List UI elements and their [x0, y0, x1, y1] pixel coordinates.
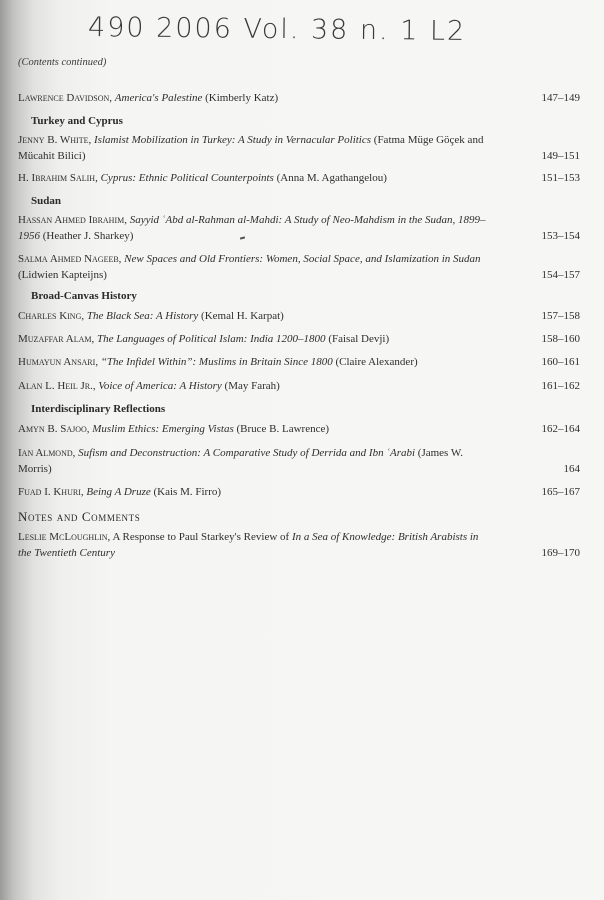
entry-title: Islamist Mobilization in Turkey: A Study in Vernacular Politics: [94, 134, 372, 146]
entry-separator: ,: [95, 172, 101, 184]
entry-title: Muslim Ethics: Emerging Vistas: [92, 423, 234, 435]
entry-author: Charles King: [18, 310, 82, 322]
section-heading: Broad-Canvas History: [31, 290, 137, 302]
entry-separator: ,: [81, 310, 87, 322]
entry-title: “The Infidel Within”: Muslims in Britain Since 1800: [100, 356, 333, 368]
entry-author: Ian Almond: [18, 447, 73, 459]
entry-title: The Languages of Political Islam: India 1200–1800: [97, 333, 326, 345]
entry-separator: ,: [91, 333, 98, 345]
entry-reviewer: (Kais M. Firro): [153, 486, 222, 498]
toc-entry: [18, 132, 580, 164]
entry-reviewer: (Anna M. Agathangelou): [276, 172, 387, 184]
entry-reviewer: (Heather J. Sharkey): [42, 230, 134, 242]
toc-entry: [18, 251, 580, 283]
entry-reviewer: (Faisal Devji): [328, 333, 390, 345]
entry-author: H. Ibrahim Salih: [18, 172, 96, 184]
entry-pages: 165–167: [541, 486, 580, 498]
entry-pages: 169–170: [541, 547, 580, 559]
entry-pages: 164: [563, 463, 580, 475]
toc-entry: [18, 308, 580, 324]
entry-author: Leslie McLoughlin: [18, 531, 108, 543]
contents-continued-label: (Contents continued): [18, 57, 107, 68]
entry-separator: ,: [118, 253, 125, 265]
entry-title: Sufism and Deconstruction: A Comparative Study of Derrida and Ibn ʿArabi: [78, 447, 416, 459]
entry-separator: ,: [88, 134, 94, 146]
section-heading: Sudan: [31, 195, 61, 207]
entry-separator: ,: [95, 356, 101, 368]
toc-entry: [18, 212, 580, 244]
entry-pages: 158–160: [541, 333, 580, 345]
toc-entry: [18, 354, 580, 370]
entry-separator: ,: [92, 380, 99, 392]
handwritten-call-number: 490 2006 Vol. 38 n. 1 L2: [87, 12, 467, 47]
entry-reviewer: (Kemal H. Karpat): [201, 310, 284, 322]
entry-separator: ,: [72, 447, 79, 459]
entry-pages: 147–149: [541, 92, 580, 104]
entry-author: Humayun Ansari: [18, 356, 96, 368]
toc-entry: [18, 90, 580, 106]
entry-author: Salma Ahmed Nageeb: [18, 253, 119, 265]
entry-separator: ,: [86, 423, 93, 435]
entry-title: Voice of America: A History: [98, 380, 222, 392]
entry-author: Fuad I. Khuri: [18, 486, 81, 498]
entry-author: Lawrence Davidson: [18, 92, 110, 104]
toc-entry: [18, 529, 580, 561]
entry-reviewer: (Kimberly Katz): [205, 92, 279, 104]
entry-reviewer: (Bruce B. Lawrence): [236, 423, 330, 435]
toc-entry: [18, 331, 580, 347]
entry-pages: 161–162: [541, 380, 580, 392]
entry-pages: 160–161: [541, 356, 580, 368]
entry-title-prefix: A Response to Paul Starkey's Review of: [112, 531, 292, 543]
entry-reviewer: (James W. Morris): [18, 447, 464, 475]
entry-title: Sayyid ʿAbd al-Rahman al-Mahdi: A Study of Neo-Mahdism in the Sudan, 1899–1956: [18, 214, 486, 242]
entry-pages: 151–153: [541, 172, 580, 184]
entry-reviewer: (Claire Alexander): [335, 356, 418, 368]
entry-author: Hassan Ahmed Ibrahim: [18, 214, 125, 226]
toc-entry: [18, 170, 580, 186]
entry-author: Jenny B. White: [18, 134, 89, 146]
section-heading: Turkey and Cyprus: [31, 115, 123, 127]
entry-title: The Black Sea: A History: [86, 310, 199, 322]
entry-title: America's Palestine: [114, 92, 203, 104]
entry-separator: ,: [109, 92, 115, 104]
entry-title: Cyprus: Ethnic Political Counterpoints: [100, 172, 274, 184]
toc-entry: [18, 421, 580, 437]
entry-pages: 154–157: [541, 269, 580, 281]
entry-author: Alan L. Heil Jr.: [18, 380, 93, 392]
entry-reviewer: (May Farah): [224, 380, 280, 392]
toc-entry: [18, 445, 580, 477]
section-title-notes: Notes and Comments: [18, 509, 141, 524]
entry-separator: ,: [107, 531, 113, 543]
entry-pages: 153–154: [541, 230, 580, 242]
entry-separator: ,: [124, 214, 130, 226]
entry-reviewer: (Lidwien Kapteijns): [18, 269, 107, 281]
entry-title: In a Sea of Knowledge: British Arabists in the Twentieth Century: [18, 531, 479, 559]
entry-title: Being A Druze: [86, 486, 151, 498]
section-heading: Interdisciplinary Reflections: [31, 403, 166, 415]
entry-reviewer: (Fatma Müge Göçek and Mücahit Bilici): [18, 134, 484, 162]
toc-entry: [18, 378, 580, 394]
entry-title: New Spaces and Old Frontiers: Women, Social Space, and Islamization in Sudan: [124, 253, 481, 265]
entry-author: Muzaffar Alam: [18, 333, 92, 345]
entry-author: Amyn B. Sajoo: [18, 423, 87, 435]
entry-pages: 157–158: [541, 310, 580, 322]
toc-entry: [18, 484, 580, 500]
entry-separator: ,: [80, 486, 87, 498]
entry-pages: 149–151: [541, 150, 580, 162]
entry-pages: 162–164: [541, 423, 580, 435]
